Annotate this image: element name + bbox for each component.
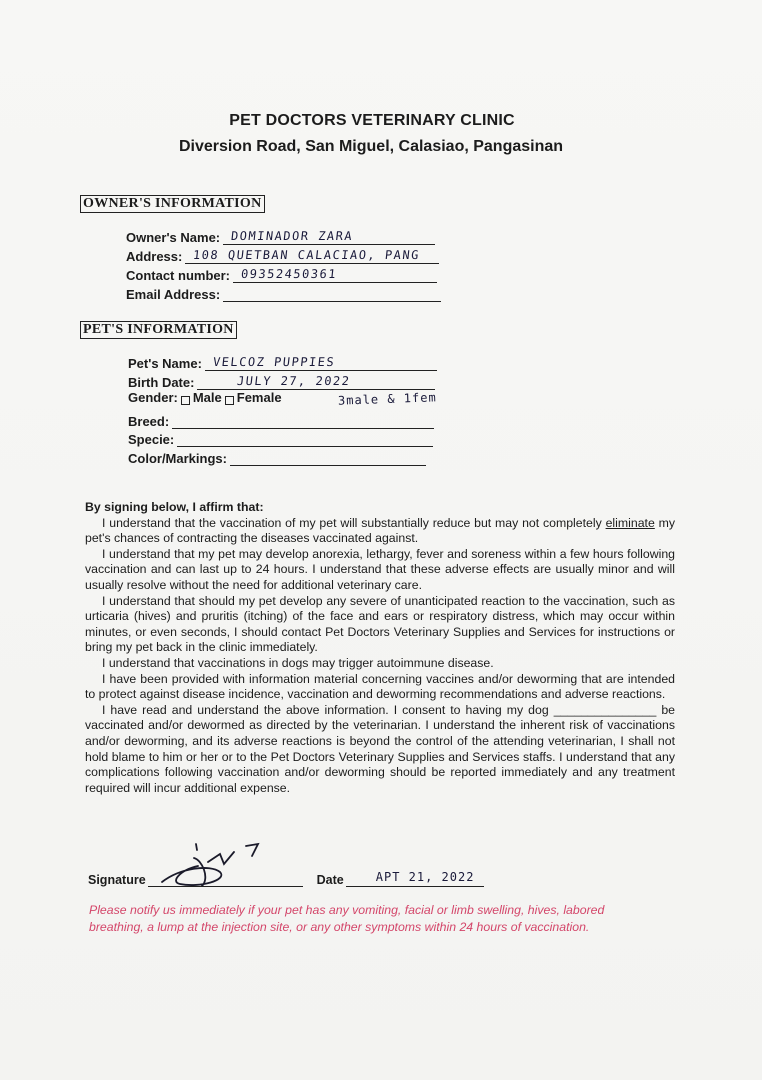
contact-number-label: Contact number: [126,268,230,283]
specie-field[interactable] [128,428,433,447]
color-markings-label: Color/Markings: [128,451,227,466]
clinic-address: Diversion Road, San Miguel, Calasiao, Pangasinan [178,138,564,155]
affirmation-p1-end: my pet's chances of contracting the diseases vaccinated against. [85,515,676,546]
specie-label: Specie: [128,432,175,447]
clinic-header [0,112,762,156]
owner-name-value: DOMINADOR ZARA [230,229,355,243]
male-checkbox[interactable] [181,396,190,405]
gender-note: 3male & 1fem [337,390,437,408]
female-option-label: Female [236,390,282,405]
date-line[interactable] [346,866,484,887]
pet-section-title: PET'S INFORMATION [80,321,237,339]
address-value: 108 QUETBAN CALACIAO, PANG [192,248,421,262]
owner-name-label: Owner's Name: [126,230,221,245]
birth-date-field[interactable] [128,371,435,390]
contact-number-value: 09352450361 [240,267,338,281]
affirmation-paragraph: I understand that my pet may develop anorexia, lethargy, fever and soreness within a few hours following vaccination and can last up to 24 hours. I understand that these adverse effects are usually minor and will usually resolve without the need for additional veterinary care. [85,546,675,592]
pet-name-value: VELCOZ PUPPIES [212,355,336,369]
affirmation-p1-start: I understand that the vaccination of my pet will substantially reduce but may not completely [102,515,606,530]
address-field[interactable] [126,245,439,264]
contact-number-field[interactable] [126,264,437,283]
date-label: Date [316,873,344,887]
affirmation-lead: By signing below, I affirm that: [85,500,264,514]
gender-label: Gender: [128,390,178,405]
owner-name-field[interactable] [126,226,435,245]
color-markings-field[interactable] [128,447,426,466]
address-label: Address: [126,249,183,264]
affirmation-paragraph [85,516,675,547]
signature-row [88,866,484,887]
gender-field[interactable] [128,390,282,405]
notice-text: Please notify us immediately if your pet has any vomiting, facial or limb swelling, hives, labored breathing, a lump at the injection site, or any other symptoms within 24 hours of vaccination. [89,903,605,934]
breed-field[interactable] [128,410,434,429]
male-option-label: Male [192,390,222,405]
affirmation-p1-emphasis: eliminate [605,515,655,530]
signature-line[interactable] [148,866,303,887]
email-field[interactable] [126,283,441,302]
affirmation-text [85,500,675,796]
female-checkbox[interactable] [225,396,234,405]
birth-date-value: JULY 27, 2022 [236,374,352,388]
breed-label: Breed: [128,414,170,429]
affirmation-paragraph: I have read and understand the above information. I consent to having my dog _______________ be vaccinated and/or dewormed as directed by the veterinarian. I understand the inherent risk of vaccinations and/or deworming, and its adverse reactions is beyond the control of the attending veterinarian, I shall not hold blame to him or her or to the Pet Doctors Veterinary Supplies and Services staffs. I understand that any complications following vaccination and/or deworming should be reported immediately and any treatment required will incur additional expense. [85,702,675,795]
affirmation-paragraph: I have been provided with information material concerning vaccines and/or deworming that are intended to protect against disease incidence, vaccination and deworming recommendations and adverse reactions. [85,671,675,702]
birth-date-label: Birth Date: [128,375,195,390]
email-label: Email Address: [126,287,221,302]
affirmation-paragraph: I understand that should my pet develop any severe of unanticipated reaction to the vaccination, such as urticaria (hives) and pruritis (itching) of the face and ears or respiratory distress, which may occur within minutes, or even seconds, I should contact Pet Doctors Veterinary Supplies and Services for instructions or bring my pet back in the clinic immediately. [85,593,675,655]
signature-label: Signature [88,873,146,887]
clinic-name: PET DOCTORS VETERINARY CLINIC [229,112,515,129]
date-value: APT 21, 2022 [375,870,475,884]
pet-name-field[interactable] [128,352,437,371]
affirmation-paragraph: I understand that vaccinations in dogs may trigger autoimmune disease. [102,655,494,670]
owner-section-title: OWNER'S INFORMATION [80,195,265,213]
pet-name-label: Pet's Name: [128,356,202,371]
